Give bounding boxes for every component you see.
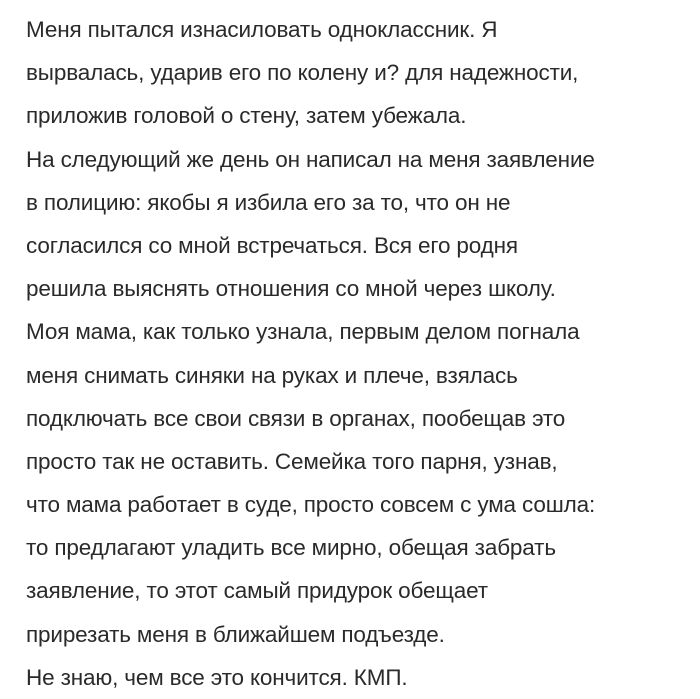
text-line: меня снимать синяки на руках и плече, взялась <box>26 362 518 388</box>
text-line: то предлагают уладить все мирно, обещая забрать <box>26 535 556 561</box>
text-line: что мама работает в суде, просто совсем с ума сошла: <box>26 492 596 518</box>
text-line: вырвалась, ударив его по колену и? для надежности, <box>26 60 579 86</box>
text-line: Не знаю, чем все это кончится. КМП. <box>26 664 408 690</box>
text-line: просто так не оставить. Семейка того парня, узнав, <box>26 448 558 474</box>
story-text <box>26 8 696 699</box>
text-line: На следующий же день он написал на меня заявление <box>26 146 595 172</box>
text-line: заявление, то этот самый придурок обещает <box>26 578 488 604</box>
text-line: прирезать меня в ближайшем подъезде. <box>26 621 445 647</box>
text-line: подключать все свои связи в органах, пообещав это <box>26 405 566 431</box>
text-line: решила выяснять отношения со мной через школу. <box>26 276 556 302</box>
text-line: в полицию: якобы я избила его за то, что он не <box>26 189 511 215</box>
text-line: приложив головой о стену, затем убежала. <box>26 103 467 129</box>
text-line: Меня пытался изнасиловать одноклассник. Я <box>26 17 498 42</box>
text-line: Моя мама, как только узнала, первым делом погнала <box>26 319 580 345</box>
text-line: согласился со мной встречаться. Вся его родня <box>26 232 518 258</box>
